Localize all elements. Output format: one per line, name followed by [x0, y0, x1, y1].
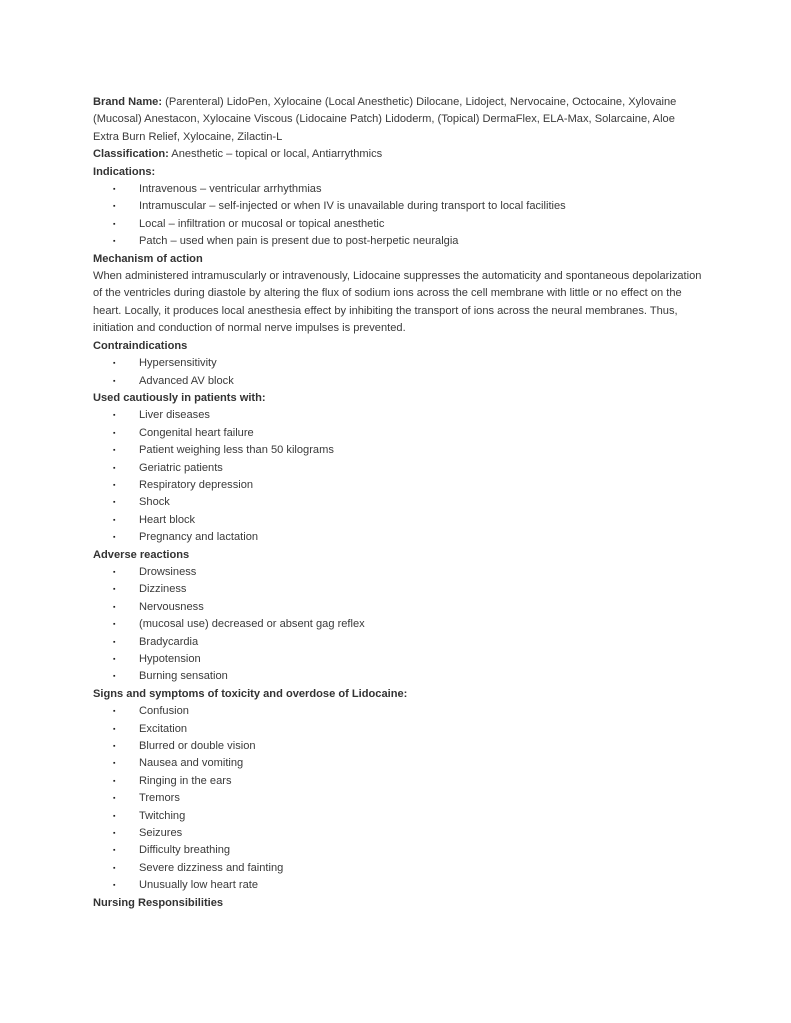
list-item	[93, 634, 703, 651]
list-item-text: Hypersensitivity	[139, 357, 217, 370]
bullet-icon: ▪	[113, 534, 116, 542]
list-item-text: Patch – used when pain is present due to post-herpetic neuralgia	[139, 235, 459, 248]
adverse-reactions-heading: Adverse reactions	[93, 548, 190, 561]
cautious-use-list	[93, 407, 703, 546]
list-item-text: Confusion	[139, 705, 189, 718]
list-item	[93, 233, 703, 250]
bullet-icon: ▪	[113, 743, 116, 751]
list-item-text: Intramuscular – self-injected or when IV is unavailable during transport to local facilities	[139, 200, 566, 213]
bullet-icon: ▪	[113, 186, 116, 194]
list-item	[93, 808, 703, 825]
classification-paragraph	[93, 146, 703, 163]
bullet-icon: ▪	[113, 481, 116, 489]
bullet-icon: ▪	[113, 603, 116, 611]
list-item-text: Dizziness	[139, 583, 187, 596]
list-item	[93, 773, 703, 790]
list-item	[93, 738, 703, 755]
list-item-text: (mucosal use) decreased or absent gag reflex	[139, 618, 365, 631]
list-item	[93, 198, 703, 215]
bullet-icon: ▪	[113, 673, 116, 681]
list-item-text: Drowsiness	[139, 565, 197, 578]
list-item	[93, 564, 703, 581]
classification-label: Classification:	[93, 148, 169, 161]
list-item	[93, 860, 703, 877]
list-item	[93, 599, 703, 616]
list-item	[93, 407, 703, 424]
bullet-icon: ▪	[113, 377, 116, 385]
list-item	[93, 755, 703, 772]
bullet-icon: ▪	[113, 621, 116, 629]
cautious-use-heading: Used cautiously in patients with:	[93, 391, 266, 404]
bullet-icon: ▪	[113, 864, 116, 872]
list-item-text: Patient weighing less than 50 kilograms	[139, 444, 334, 457]
list-item-text: Local – infiltration or mucosal or topical anesthetic	[139, 217, 385, 230]
mechanism-text: When administered intramuscularly or intravenously, Lidocaine suppresses the automaticity and spontaneous depolarization of the ventricles during diastole by altering the flux of sodium ions across the cell membrane with little or no effect on the heart. Locally, it produces local anesthesia effect by inhibiting the transport of ions across the neural membranes. Thus, initiation and conduction of normal nerve impulses is prevented.	[93, 270, 702, 335]
list-item	[93, 216, 703, 233]
list-item	[93, 721, 703, 738]
bullet-icon: ▪	[113, 516, 116, 524]
brand-name-text: (Parenteral) LidoPen, Xylocaine (Local Anesthetic) Dilocane, Lidoject, Nervocaine, Octocaine, Xylovaine (Mucosal) Anestacon, Xylocaine Viscous (Lidocaine Patch) Lidoderm, (Topical) DermaFlex, ELA-Max, Solarcaine, Aloe Extra Burn Relief, Xylocaine, Zilactin-L	[93, 96, 677, 143]
list-item	[93, 529, 703, 546]
list-item-text: Blurred or double vision	[139, 740, 256, 753]
brand-name-label: Brand Name:	[93, 96, 163, 108]
list-item-text: Ringing in the ears	[139, 774, 232, 787]
list-item-text: Shock	[139, 496, 170, 509]
list-item	[93, 651, 703, 668]
list-item	[93, 703, 703, 720]
list-item	[93, 842, 703, 859]
toxicity-heading: Signs and symptoms of toxicity and overdose of Lidocaine:	[93, 687, 408, 700]
bullet-icon: ▪	[113, 464, 116, 472]
list-item-text: Hypotension	[139, 653, 201, 665]
bullet-icon: ▪	[113, 725, 116, 733]
list-item	[93, 512, 703, 529]
list-item-text: Tremors	[139, 792, 180, 805]
list-item-text: Unusually low heart rate	[139, 879, 259, 892]
list-item	[93, 877, 703, 894]
list-item	[93, 477, 703, 494]
list-item	[93, 494, 703, 511]
indications-heading: Indications:	[93, 165, 156, 178]
list-item	[93, 355, 703, 372]
bullet-icon: ▪	[113, 638, 116, 646]
bullet-icon: ▪	[113, 568, 116, 576]
list-item-text: Twitching	[139, 809, 186, 822]
list-item	[93, 373, 703, 390]
list-item	[93, 181, 703, 198]
list-item-text: Congenital heart failure	[139, 426, 254, 439]
bullet-icon: ▪	[113, 360, 116, 368]
list-item	[93, 460, 703, 477]
mechanism-heading: Mechanism of action	[93, 252, 203, 265]
list-item-text: Bradycardia	[139, 635, 199, 648]
bullet-icon: ▪	[113, 238, 116, 246]
list-item	[93, 616, 703, 633]
bullet-icon: ▪	[113, 429, 116, 437]
bullet-icon: ▪	[113, 830, 116, 838]
bullet-icon: ▪	[113, 777, 116, 785]
list-item	[93, 425, 703, 442]
list-item	[93, 668, 703, 685]
bullet-icon: ▪	[113, 656, 116, 663]
list-item	[93, 581, 703, 598]
list-item-text: Nausea and vomiting	[139, 757, 244, 770]
contraindications-heading: Contraindications	[93, 339, 188, 352]
bullet-icon: ▪	[113, 760, 116, 768]
list-item-text: Intravenous – ventricular arrhythmias	[139, 183, 322, 196]
bullet-icon: ▪	[113, 412, 116, 420]
list-item-text: Respiratory depression	[139, 478, 254, 491]
list-item	[93, 442, 703, 459]
list-item-text: Heart block	[139, 513, 196, 526]
list-item-text: Geriatric patients	[139, 461, 223, 474]
list-item-text: Difficulty breathing	[139, 844, 231, 857]
toxicity-list	[93, 703, 703, 894]
list-item-text: Liver diseases	[139, 409, 210, 422]
bullet-icon: ▪	[113, 499, 116, 507]
bullet-icon: ▪	[113, 447, 116, 455]
list-item-text: Seizures	[139, 827, 183, 840]
nursing-responsibilities-heading: Nursing Responsibilities	[93, 896, 224, 909]
list-item-text: Advanced AV block	[139, 374, 234, 387]
list-item-text: Nervousness	[139, 600, 204, 613]
document-page	[93, 94, 703, 912]
bullet-icon: ▪	[113, 203, 116, 211]
brand-name-paragraph	[93, 94, 703, 146]
list-item	[93, 825, 703, 842]
bullet-icon: ▪	[113, 795, 116, 803]
bullet-icon: ▪	[113, 847, 116, 855]
list-item-text: Burning sensation	[139, 670, 228, 683]
bullet-icon: ▪	[113, 220, 116, 228]
bullet-icon: ▪	[113, 586, 116, 594]
list-item	[93, 790, 703, 807]
list-item-text: Pregnancy and lactation	[139, 531, 259, 544]
indications-list	[93, 181, 703, 251]
classification-text: Anesthetic – topical or local, Antiarrythmics	[168, 148, 383, 161]
bullet-icon: ▪	[113, 882, 116, 890]
bullet-icon: ▪	[113, 812, 116, 820]
list-item-text: Excitation	[139, 722, 188, 735]
list-item-text: Severe dizziness and fainting	[139, 861, 284, 874]
adverse-reactions-list	[93, 564, 703, 686]
contraindications-list	[93, 355, 703, 390]
bullet-icon: ▪	[113, 708, 116, 716]
